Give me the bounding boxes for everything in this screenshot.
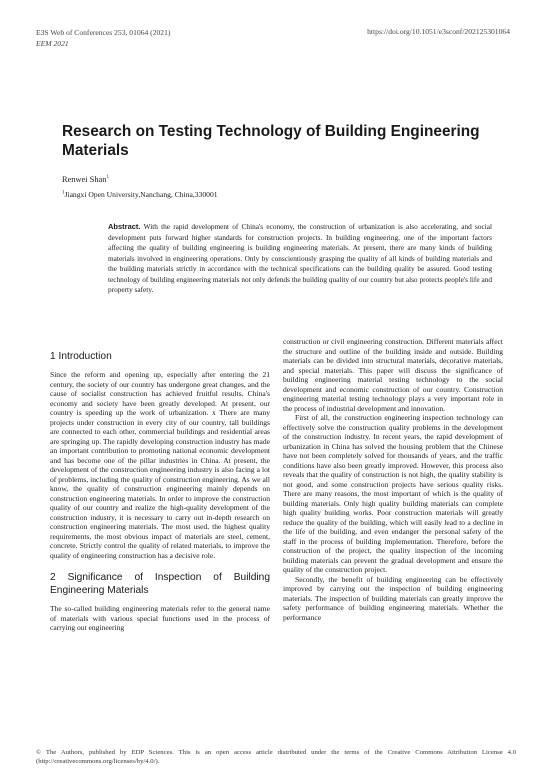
- title-line-2: Materials: [62, 142, 129, 159]
- journal-citation: E3S Web of Conferences 253, 01064 (2021): [36, 28, 171, 37]
- significance-paragraph: The so-called building engineering materials refer to the general name of materials with various special functions used in the process of carrying out engineering: [50, 604, 270, 632]
- author-affiliation: [62, 190, 218, 199]
- abstract: [108, 222, 492, 296]
- license-footer: © The Authors, published by EDP Sciences. This is an open access article distributed under the terms of the Creative Commons Attribution License 4.0 (http://creativecommons.org/licenses/by/4.0/).: [36, 749, 516, 765]
- right-paragraph-2: First of all, the construction engineering inspection technology can effectively solve the construction quality problems in the development of the construction industry. In recent years, the rapid development of urbanization in China has solved the housing problem that the Chinese have not been completely solved for thousands of years, and the traffic conditions have also been greatly improved. However, this process also reveals that the quality of construction is not high, the quality stability is not good, and some construction projects have serious quality risks. There are many reasons, the most important of which is the quality of building materials. Only high quality building materials can complete high quality building works. Poor construction materials will greatly reduce the quality of the building, which will easily lead to a decline in the life of the building, and even endanger the personal safety of the staff in the process of building implementation. Therefore, before the construction of the project, the quality inspection of the incoming building materials can prevent the gradual development and ensure the quality of the construction project.: [283, 413, 503, 574]
- section-heading-introduction: 1 Introduction: [50, 351, 112, 362]
- author-superscript: 1: [106, 175, 109, 181]
- author-text: Renwei Shan: [62, 175, 107, 184]
- section-heading-significance: 2 Significance of Inspection of Building Engineering Materials: [50, 572, 270, 596]
- right-paragraph-1: construction or civil engineering construction. Different materials affect the structure and outline of the building inside and outside. Building materials can be divided into structural materials, decorative materials, and special materials. This paper will discuss the significance of building engineering material testing technology to the social development and economic construction of our country. Construction engineering material testing technology plays a very important role in the process of industrial development and innovation.: [283, 337, 503, 413]
- intro-paragraph: Since the reform and opening up, especially after entering the 21 century, the society of our country has undergone great changes, and the cause of socialist construction has achieved fruitful results. China's economy and society have been greatly developed. At present, our country is speeding up the work of urbanization. x There are many projects under construction in every city of our country, tall buildings are connected to each other, commercial buildings and residential areas are springing up. The rapidly developing construction industry has made an important contribution to promoting national economic development and has become one of the pillar industries in China. At present, the development of the construction engineering industry is also facing a lot of problems, including the quality of construction engineering. As we all know, the quality of construction engineering mainly depends on construction engineering materials. In order to improve the construction quality of our country and realize the high-quality development of the construction industry, it is necessary to carry out in-depth research on construction engineering materials. The most used, the highest quality requirements, the most obvious impact of materials are steel, cement, concrete. Strictly control the quality of related materials, to improve the quality of engineering construction has a decisive role.: [50, 370, 270, 560]
- conference-name: EEM 2021: [36, 39, 69, 48]
- abstract-label: Abstract.: [108, 222, 141, 231]
- doi-link[interactable]: https://doi.org/10.1051/e3sconf/202125301064: [367, 27, 510, 36]
- left-column: [50, 350, 270, 633]
- right-paragraph-3: Secondly, the benefit of building engineering can be effectively improved by carrying out the inspection of building engineering materials. The inspection of building materials can greatly improve the safety performance of building engineering materials. Whether the performance: [283, 574, 503, 622]
- affiliation-text: Jiangxi Open University,Nanchang, China,330001: [64, 190, 218, 199]
- title-line-1: Research on Testing Technology of Building Engineering: [62, 123, 480, 140]
- right-column: [283, 337, 503, 622]
- paper-title: [62, 122, 492, 179]
- running-header: [36, 27, 170, 49]
- author-name: [62, 175, 109, 184]
- affiliation-superscript: 1: [62, 190, 65, 196]
- abstract-text: With the rapid development of China's economy, the construction of urbanization is also accelerating, and social development puts forward higher standards for construction projects. In building engineering, one of the important factors affecting the quality of building engineering is building engineering materials. At present, there are many kinds of building materials involved in engineering operations. Only by conscientiously grasping the quality of all kinds of building materials and the building materials strictly in accordance with the technical specifications can the building quality be assured. Good testing technology of building engineering materials not only defends the building quality of our country but also protects people's life and property safety.: [108, 222, 492, 294]
